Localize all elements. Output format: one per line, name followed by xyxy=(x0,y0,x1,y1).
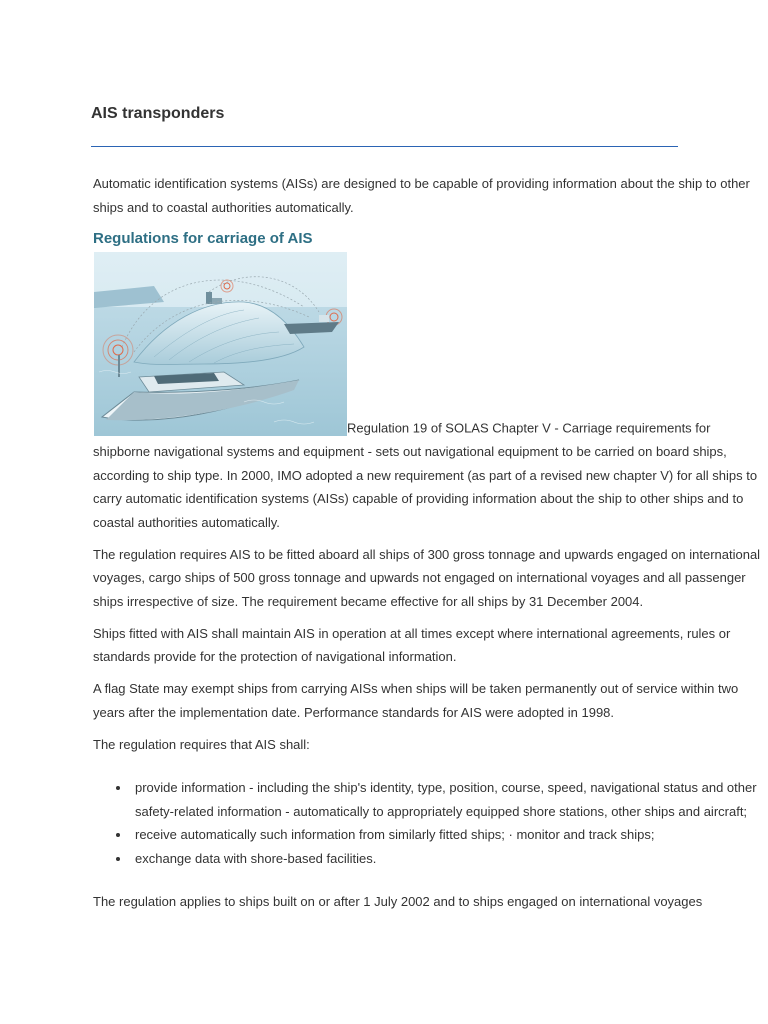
section-heading: Regulations for carriage of AIS xyxy=(93,230,313,247)
exemption-paragraph: A flag State may exempt ships from carrying AISs when ships will be taken permanently out of service within two years after the implementation date. Performance standards for AIS were adopted in 1998. xyxy=(93,681,739,720)
list-item: exchange data with shore-based facilities. xyxy=(135,847,768,871)
intro-paragraph: Automatic identification systems (AISs) are designed to be capable of providing information about the ship to other ships and to coastal authorities automatically. xyxy=(93,176,750,215)
ais-requirements-list xyxy=(93,776,768,870)
regulation-text: Regulation 19 of SOLAS Chapter V - Carriage requirements for shipborne navigational systems and equipment - sets out navigational equipment to be carried on board ships, according to ship type. In 2000, IMO adopted a new requirement (as part of a revised new chapter V) for all ships to carry automatic identification systems (AISs) capable of providing information about the ship to other ships and to coastal authorities automatically. xyxy=(93,420,758,530)
list-item: provide information - including the ship's identity, type, position, course, speed, navigational status and other safety-related information - automatically to appropriately equipped shore stations, other ships and aircraft; xyxy=(135,776,768,823)
list-intro-paragraph: The regulation requires that AIS shall: xyxy=(93,736,310,752)
list-item: receive automatically such information from similarly fitted ships; · monitor and track ships; xyxy=(135,823,768,847)
page-title: AIS transponders xyxy=(91,105,225,122)
title-divider xyxy=(91,146,678,147)
article-body xyxy=(93,172,768,922)
ais-illustration xyxy=(94,252,347,436)
ais-illustration-svg xyxy=(94,252,347,436)
closing-paragraph: The regulation applies to ships built on or after 1 July 2002 and to ships engaged on international voyages xyxy=(93,894,703,909)
requirement-paragraph: The regulation requires AIS to be fitted aboard all ships of 300 gross tonnage and upwards engaged on international voyages, cargo ships of 500 gross tonnage and upwards not engaged on international voyages and all passenger ships irrespective of size. The requirement became effective for all ships by 31 December 2004. xyxy=(93,546,761,609)
regulation-paragraph xyxy=(93,252,768,534)
operation-paragraph: Ships fitted with AIS shall maintain AIS in operation at all times except where international agreements, rules or standards provide for the protection of navigational information. xyxy=(93,625,731,664)
